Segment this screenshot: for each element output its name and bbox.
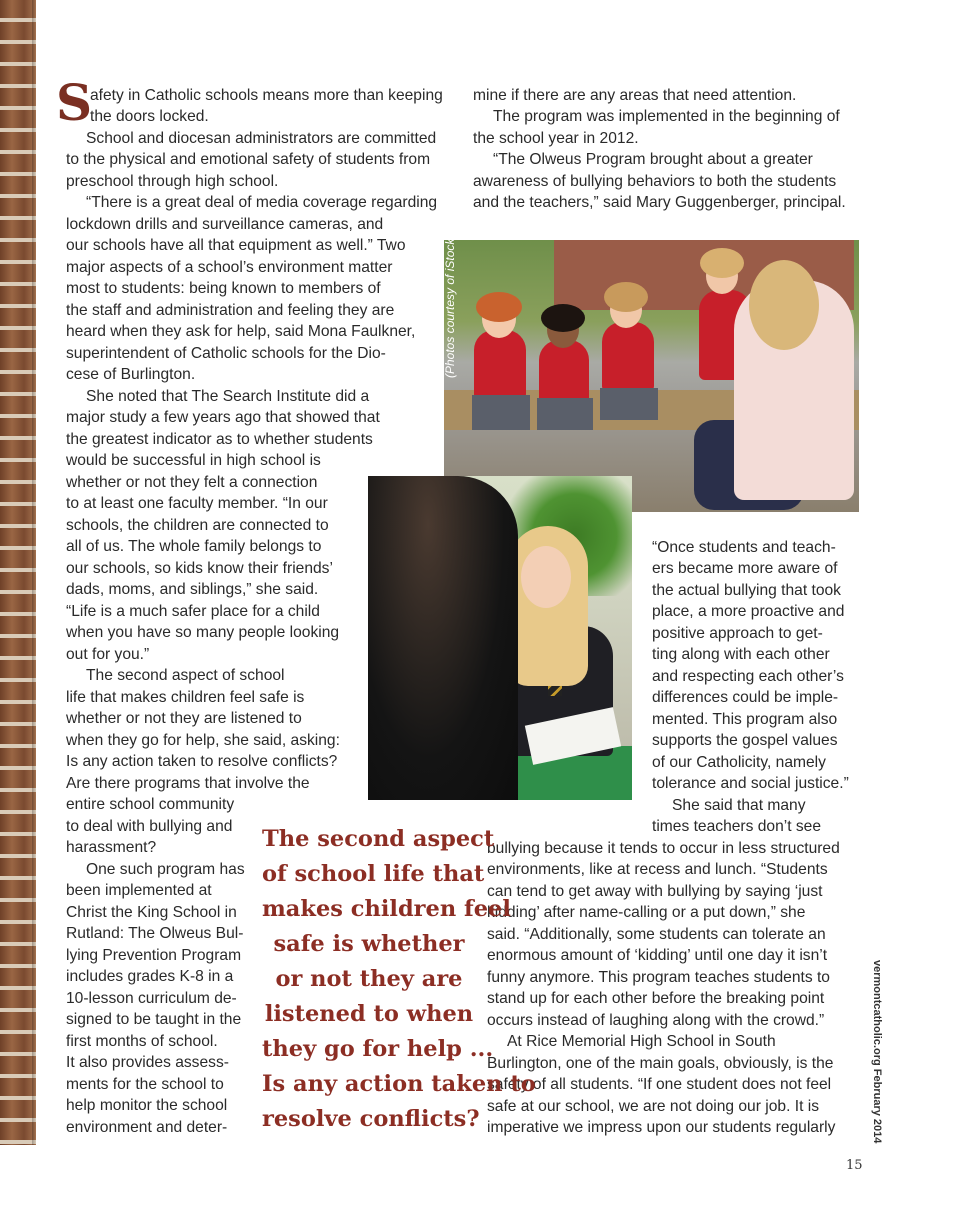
text-line: safety of all students. “If one student does not feel [487,1076,832,1093]
text-line: dads, moms, and siblings,” she said. [66,581,319,598]
text-line: She noted that The Search Institute did a [86,388,370,405]
issue-side-tag-text: vermontcatholic.org February 2014 [871,960,883,1144]
issue-side-tag [868,960,886,1146]
text-line: lying Prevention Program [66,947,242,964]
text-line: imperative we impress upon our students regularly [487,1119,836,1136]
text-line: School and diocesan administrators are committed [86,130,437,147]
pull-quote-line: or not they are [275,966,463,992]
text-line: safe at our school, we are not doing our job. It is [487,1098,819,1115]
text-line: lockdown drills and surveillance cameras, and [66,216,384,233]
text-line: place, a more proactive and [652,603,845,620]
text-line: and respecting each other’s [652,668,844,685]
text-line: Burlington, one of the main goals, obviously, is the [487,1055,834,1072]
text-line: tolerance and social justice.” [652,775,849,792]
text-line: includes grades K-8 in a [66,968,234,985]
text-line: “Once students and teach- [652,539,836,556]
drop-cap: S [56,73,93,132]
text-line: been implemented at [66,882,212,899]
text-line: out for you.” [66,646,150,663]
text-line: At Rice Memorial High School in South [507,1033,776,1050]
text-line: our schools, so kids know their friends’ [66,560,333,577]
text-line: most to students: being known to members of [66,280,381,297]
text-line: preschool through high school. [66,173,279,190]
text-line: whether or not they are listened to [66,710,302,727]
text-line: ments for the school to [66,1076,224,1093]
pull-quote-line: resolve conflicts? [262,1106,480,1132]
photo-schoolchildren [444,240,859,512]
text-line: to deal with bullying and [66,818,233,835]
text-line: ers became more aware of [652,560,838,577]
text-line: whether or not they felt a connection [66,474,318,491]
pull-quote-line: Is any action taken to [262,1071,536,1097]
text-line: stand up for each other before the breaking point [487,990,825,1007]
pull-quote-line: makes children feel [262,896,511,922]
text-line: Are there programs that involve the [66,775,310,792]
text-line: The second aspect of school [86,667,285,684]
text-line: our schools have all that equipment as well.” Two [66,237,406,254]
pull-quote-line: of school life that [262,861,485,887]
text-line: The program was implemented in the beginning of [493,108,840,125]
text-line: of our Catholicity, namely [652,754,826,771]
text-line: occurs instead of laughing along with the crowd.” [487,1012,825,1029]
text-line: mine if there are any areas that need attention. [473,87,797,104]
text-line: kidding’ after name-calling or a put down,” she [487,904,806,921]
text-line: “There is a great deal of media coverage regarding [86,194,438,211]
text-line: when you have so many people looking [66,624,340,641]
text-line: harassment? [66,839,157,856]
text-line: “The Olweus Program brought about a greater [493,151,813,168]
brick-wall-border [0,0,36,1145]
text-line: positive approach to get- [652,625,823,642]
text-line: can tend to get away with bullying by saying ‘just [487,883,823,900]
text-line: She said that many [672,797,806,814]
text-line: funny anymore. This program teaches students to [487,969,830,986]
text-line: entire school community [66,796,235,813]
text-line: differences could be imple- [652,689,839,706]
text-line: cese of Burlington. [66,366,196,383]
text-line: schools, the children are connected to [66,517,329,534]
text-line: environment and deter- [66,1119,228,1136]
text-line: the actual bullying that took [652,582,841,599]
pull-quote-line: The second aspect [262,826,495,852]
text-line: signed to be taught in the [66,1011,242,1028]
pull-quote-line: they go for help ... [262,1036,494,1062]
text-line: the doors locked. [90,108,209,125]
text-line: when they go for help, she said, asking: [66,732,340,749]
text-line: all of us. The whole family belongs to [66,538,322,555]
text-line: and the teachers,” said Mary Guggenberger, principal. [473,194,846,211]
text-line: awareness of bullying behaviors to both the students [473,173,837,190]
text-line: “Life is a much safer place for a child [66,603,320,620]
text-line: afety in Catholic schools means more than keeping [90,87,443,104]
text-line: enormous amount of ‘kidding’ until one day it isn’t [487,947,828,964]
text-line: It also provides assess- [66,1054,229,1071]
text-line: first months of school. [66,1033,218,1050]
photo-student-meeting [368,476,632,800]
text-line: the greatest indicator as to whether students [66,431,373,448]
text-line: bullying because it tends to occur in less structured [487,840,840,857]
text-line: the staff and administration and feeling they are [66,302,395,319]
text-line: ting along with each other [652,646,830,663]
text-line: said. “Additionally, some students can tolerate an [487,926,826,943]
text-line: 10-lesson curriculum de- [66,990,237,1007]
pull-quote-line: listened to when [264,1001,474,1027]
page-number: 15 [846,1158,863,1173]
photo-credit: (Photos courtesy of iStock) [443,234,457,378]
text-line: to the physical and emotional safety of students from [66,151,431,168]
text-line: life that makes children feel safe is [66,689,305,706]
text-line: Christ the King School in [66,904,237,921]
text-line: would be successful in high school is [66,452,321,469]
text-line: major study a few years ago that showed that [66,409,380,426]
text-line: major aspects of a school’s environment matter [66,259,393,276]
text-line: Rutland: The Olweus Bul- [66,925,244,942]
text-line: One such program has [86,861,245,878]
pull-quote-line: safe is whether [273,931,465,957]
text-line: the school year in 2012. [473,130,639,147]
text-line: help monitor the school [66,1097,228,1114]
text-line: heard when they ask for help, said Mona Faulkner, [66,323,416,340]
pull-quote [262,822,536,1137]
text-line: supports the gospel values [652,732,838,749]
text-line: mented. This program also [652,711,838,728]
text-line: Is any action taken to resolve conflicts? [66,753,338,770]
text-line: environments, like at recess and lunch. “Students [487,861,828,878]
text-line: to at least one faculty member. “In our [66,495,328,512]
text-line: times teachers don’t see [652,818,822,835]
text-line: superintendent of Catholic schools for the Dio- [66,345,386,362]
